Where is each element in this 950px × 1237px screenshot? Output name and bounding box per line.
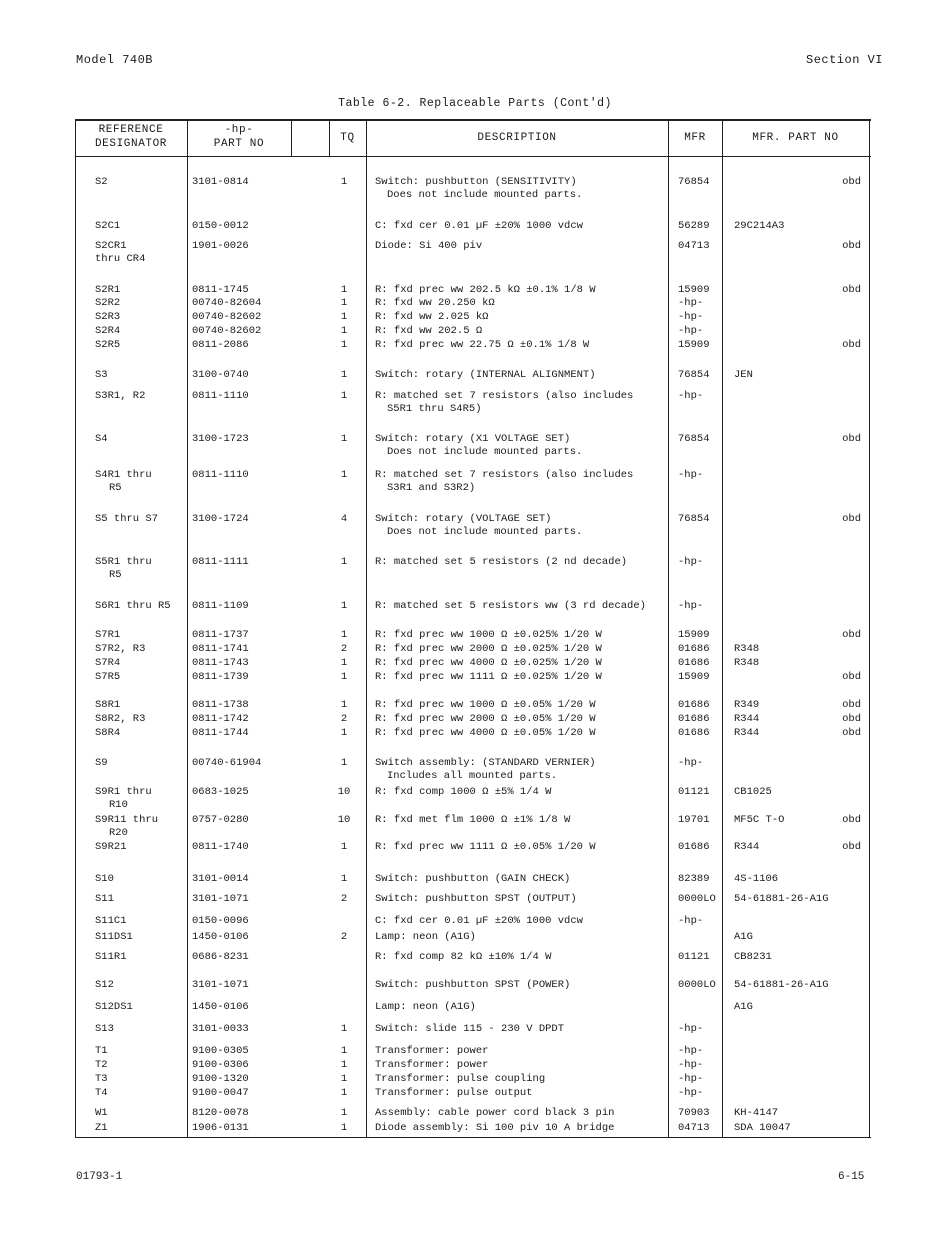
cell-ref: S4R1 thru — [95, 469, 152, 481]
cell-ref: S11DS1 — [95, 931, 133, 943]
cell-description: R: fxd prec ww 202.5 kΩ ±0.1% 1/8 W — [375, 284, 596, 296]
cell-tq: 2 — [340, 893, 348, 905]
cell-description: Switch: rotary (VOLTAGE SET) — [375, 513, 552, 525]
cell-mfr: 15909 — [678, 339, 710, 351]
cell-ref: S8R2, R3 — [95, 713, 146, 725]
cell-ref: S3 — [95, 369, 108, 381]
cell-part-no: 1901-0026 — [192, 240, 249, 252]
cell-ref-continued: R5 — [109, 482, 122, 494]
cell-tq: 1 — [340, 727, 348, 739]
cell-description: R: matched set 5 resistors ww (3 rd decade) — [375, 600, 646, 612]
cell-tq: 1 — [340, 390, 348, 402]
cell-part-no: 9100-0047 — [192, 1087, 249, 1099]
cell-ref: W1 — [95, 1107, 108, 1119]
cell-description-continued: Does not include mounted parts. — [387, 526, 583, 538]
cell-ref: S5R1 thru — [95, 556, 152, 568]
cell-description: Diode assembly: Si 100 piv 10 A bridge — [375, 1122, 615, 1134]
cell-part-no: 9100-1320 — [192, 1073, 249, 1085]
cell-part-no: 1450-0106 — [192, 1001, 249, 1013]
cell-tq: 1 — [340, 311, 348, 323]
cell-tq: 1 — [340, 1023, 348, 1035]
cell-part-no: 00740-82602 — [192, 311, 262, 323]
cell-part-no: 3100-1723 — [192, 433, 249, 445]
cell-part-no: 0811-1737 — [192, 629, 249, 641]
cell-mfr-part-no: CB1025 — [734, 786, 772, 798]
col-header-mfr-part-no: MFR. PART NO — [752, 132, 839, 144]
cell-ref: T2 — [95, 1059, 108, 1071]
cell-part-no: 0811-1738 — [192, 699, 249, 711]
cell-mfr-part-no: R344 — [734, 713, 760, 725]
cell-description: Transformer: pulse output — [375, 1087, 533, 1099]
cell-description-continued: S3R1 and S3R2) — [387, 482, 476, 494]
cell-description: R: fxd prec ww 1000 Ω ±0.05% 1/20 W — [375, 699, 596, 711]
cell-part-no: 0811-1741 — [192, 643, 249, 655]
cell-mfr-part-no: A1G — [734, 931, 753, 943]
cell-mfr-part-no: R348 — [734, 643, 760, 655]
col-header-reference — [75, 123, 187, 151]
cell-part-no: 0811-1744 — [192, 727, 249, 739]
cell-description: Lamp: neon (A1G) — [375, 1001, 476, 1013]
cell-obd-note: obd — [842, 284, 861, 296]
cell-description: Switch: pushbutton (GAIN CHECK) — [375, 873, 571, 885]
cell-tq: 1 — [340, 1045, 348, 1057]
cell-mfr-part-no: KH-4147 — [734, 1107, 779, 1119]
cell-ref: S8R4 — [95, 727, 121, 739]
cell-mfr: -hp- — [678, 1087, 704, 1099]
cell-tq: 1 — [340, 629, 348, 641]
cell-mfr: 0000LO — [678, 979, 716, 991]
cell-obd-note: obd — [842, 240, 861, 252]
cell-mfr: 04713 — [678, 240, 710, 252]
cell-ref: S3R1, R2 — [95, 390, 146, 402]
cell-mfr-part-no: 54-61881-26-A1G — [734, 893, 829, 905]
cell-description: R: matched set 7 resistors (also includes — [375, 469, 634, 481]
cell-mfr: 01686 — [678, 657, 710, 669]
cell-description: R: fxd met flm 1000 Ω ±1% 1/8 W — [375, 814, 571, 826]
cell-tq: 1 — [340, 469, 348, 481]
cell-part-no: 0811-1110 — [192, 390, 249, 402]
cell-ref: S2 — [95, 176, 108, 188]
cell-description: R: matched set 7 resistors (also includes — [375, 390, 634, 402]
cell-part-no: 3100-0740 — [192, 369, 249, 381]
cell-part-no: 3101-0033 — [192, 1023, 249, 1035]
column-divider-pn — [187, 119, 188, 1138]
table-bottom-border — [75, 1137, 871, 1138]
cell-description: R: fxd prec ww 4000 Ω ±0.025% 1/20 W — [375, 657, 602, 669]
cell-tq: 4 — [340, 513, 348, 525]
cell-description: R: fxd ww 20.250 kΩ — [375, 297, 495, 309]
cell-mfr-part-no: 4S-1106 — [734, 873, 779, 885]
replaceable-parts-table — [75, 119, 871, 1139]
cell-ref: S2R3 — [95, 311, 121, 323]
cell-mfr-part-no: 54-61881-26-A1G — [734, 979, 829, 991]
table-title: Table 6-2. Replaceable Parts (Cont'd) — [338, 97, 612, 110]
col-header-reference-line1: REFERENCE — [98, 124, 164, 136]
col-header-hp-line2: PART NO — [213, 138, 265, 150]
cell-ref: S9R11 thru — [95, 814, 159, 826]
cell-ref: S2C1 — [95, 220, 121, 232]
cell-ref: S2R5 — [95, 339, 121, 351]
cell-description: Switch: pushbutton SPST (POWER) — [375, 979, 571, 991]
cell-part-no: 1450-0106 — [192, 931, 249, 943]
cell-ref-continued: R20 — [109, 827, 128, 839]
cell-mfr: 15909 — [678, 671, 710, 683]
cell-ref: S7R4 — [95, 657, 121, 669]
cell-part-no: 1906-0131 — [192, 1122, 249, 1134]
cell-mfr: -hp- — [678, 1073, 704, 1085]
cell-ref: S13 — [95, 1023, 114, 1035]
cell-ref-continued: R5 — [109, 569, 122, 581]
cell-part-no: 0811-1743 — [192, 657, 249, 669]
cell-ref: S9 — [95, 757, 108, 769]
cell-ref: S7R5 — [95, 671, 121, 683]
cell-part-no: 0811-1109 — [192, 600, 249, 612]
cell-ref: Z1 — [95, 1122, 108, 1134]
cell-ref: S12 — [95, 979, 114, 991]
cell-mfr: 56289 — [678, 220, 710, 232]
cell-tq: 1 — [340, 600, 348, 612]
cell-mfr-part-no: JEN — [734, 369, 753, 381]
cell-mfr: 0000LO — [678, 893, 716, 905]
header-bottom-border — [75, 156, 871, 157]
cell-mfr-part-no: R348 — [734, 657, 760, 669]
cell-part-no: 0811-2086 — [192, 339, 249, 351]
cell-description: R: fxd prec ww 22.75 Ω ±0.1% 1/8 W — [375, 339, 590, 351]
cell-ref: S7R2, R3 — [95, 643, 146, 655]
cell-mfr: 70903 — [678, 1107, 710, 1119]
cell-part-no: 0683-1025 — [192, 786, 249, 798]
cell-ref: T3 — [95, 1073, 108, 1085]
cell-obd-note: obd — [842, 841, 861, 853]
cell-mfr: -hp- — [678, 311, 704, 323]
cell-mfr: 76854 — [678, 513, 710, 525]
cell-mfr: 01686 — [678, 713, 710, 725]
col-header-hp-line1: -hp- — [224, 124, 254, 136]
cell-mfr: 04713 — [678, 1122, 710, 1134]
cell-mfr: -hp- — [678, 469, 704, 481]
cell-tq: 2 — [340, 643, 348, 655]
footer-page-number: 6-15 — [838, 1171, 865, 1183]
cell-mfr: 76854 — [678, 176, 710, 188]
cell-mfr-part-no: R349 — [734, 699, 760, 711]
cell-part-no: 3101-1071 — [192, 979, 249, 991]
cell-description: R: fxd ww 202.5 Ω — [375, 325, 483, 337]
cell-part-no: 8120-0078 — [192, 1107, 249, 1119]
cell-mfr: -hp- — [678, 1023, 704, 1035]
footer-doc-number: 01793-1 — [76, 1171, 123, 1183]
cell-part-no: 0811-1110 — [192, 469, 249, 481]
col-header-reference-line2: DESIGNATOR — [94, 138, 167, 150]
cell-description-continued: Does not include mounted parts. — [387, 189, 583, 201]
cell-ref-continued: thru CR4 — [95, 253, 146, 265]
cell-tq: 1 — [340, 433, 348, 445]
cell-tq: 10 — [337, 814, 351, 826]
cell-mfr: -hp- — [678, 600, 704, 612]
cell-description-continued: S5R1 thru S4R5) — [387, 403, 482, 415]
col-header-description: DESCRIPTION — [477, 132, 557, 144]
cell-tq: 1 — [340, 369, 348, 381]
cell-obd-note: obd — [842, 339, 861, 351]
cell-tq: 1 — [340, 556, 348, 568]
cell-mfr-part-no: A1G — [734, 1001, 753, 1013]
cell-ref: S5 thru S7 — [95, 513, 159, 525]
cell-tq: 1 — [340, 1073, 348, 1085]
column-divider-blank — [291, 119, 292, 156]
cell-description: R: fxd prec ww 1000 Ω ±0.025% 1/20 W — [375, 629, 602, 641]
cell-part-no: 0811-1739 — [192, 671, 249, 683]
cell-description: Switch assembly: (STANDARD VERNIER) — [375, 757, 596, 769]
cell-part-no: 9100-0306 — [192, 1059, 249, 1071]
cell-part-no: 3101-1071 — [192, 893, 249, 905]
cell-tq: 10 — [337, 786, 351, 798]
cell-tq: 1 — [340, 671, 348, 683]
cell-part-no: 0811-1742 — [192, 713, 249, 725]
cell-ref: T4 — [95, 1087, 108, 1099]
cell-mfr: 01121 — [678, 951, 710, 963]
cell-part-no: 0150-0012 — [192, 220, 249, 232]
cell-obd-note: obd — [842, 513, 861, 525]
table-top-border — [75, 119, 871, 121]
cell-description: R: fxd prec ww 1111 Ω ±0.05% 1/20 W — [375, 841, 596, 853]
cell-mfr: -hp- — [678, 915, 704, 927]
cell-mfr: -hp- — [678, 556, 704, 568]
cell-tq: 1 — [340, 339, 348, 351]
cell-ref: S11 — [95, 893, 114, 905]
cell-part-no: 00740-61904 — [192, 757, 262, 769]
cell-mfr: 82389 — [678, 873, 710, 885]
cell-part-no: 0757-0280 — [192, 814, 249, 826]
cell-ref: S7R1 — [95, 629, 121, 641]
cell-ref-continued: R10 — [109, 799, 128, 811]
cell-mfr-part-no: R344 — [734, 727, 760, 739]
cell-part-no: 0686-8231 — [192, 951, 249, 963]
cell-tq: 2 — [340, 931, 348, 943]
cell-ref: S4 — [95, 433, 108, 445]
cell-tq: 1 — [340, 284, 348, 296]
cell-tq: 1 — [340, 699, 348, 711]
cell-part-no: 3101-0814 — [192, 176, 249, 188]
cell-tq: 1 — [340, 325, 348, 337]
cell-mfr: -hp- — [678, 1059, 704, 1071]
col-header-hp-part-no — [187, 123, 291, 151]
cell-description: R: fxd ww 2.025 kΩ — [375, 311, 489, 323]
cell-mfr-part-no: CB8231 — [734, 951, 772, 963]
cell-ref: S12DS1 — [95, 1001, 133, 1013]
cell-tq: 1 — [340, 841, 348, 853]
cell-part-no: 3100-1724 — [192, 513, 249, 525]
cell-part-no: 3101-0014 — [192, 873, 249, 885]
cell-mfr: 15909 — [678, 629, 710, 641]
cell-description: Switch: rotary (X1 VOLTAGE SET) — [375, 433, 571, 445]
cell-description: R: matched set 5 resistors (2 nd decade) — [375, 556, 628, 568]
cell-part-no: 9100-0305 — [192, 1045, 249, 1057]
cell-mfr: -hp- — [678, 757, 704, 769]
cell-mfr: 15909 — [678, 284, 710, 296]
column-divider-desc — [668, 119, 669, 1138]
cell-mfr: -hp- — [678, 297, 704, 309]
cell-description: C: fxd cer 0.01 µF ±20% 1000 vdcw — [375, 220, 583, 232]
cell-description: R: fxd comp 1000 Ω ±5% 1/4 W — [375, 786, 552, 798]
cell-tq: 1 — [340, 1087, 348, 1099]
cell-tq: 2 — [340, 713, 348, 725]
cell-tq: 1 — [340, 1107, 348, 1119]
page-header-model: Model 740B — [76, 53, 154, 67]
cell-obd-note: obd — [842, 727, 861, 739]
cell-mfr: -hp- — [678, 1045, 704, 1057]
cell-ref: S2R1 — [95, 284, 121, 296]
cell-ref: S2CR1 — [95, 240, 127, 252]
cell-description-continued: Does not include mounted parts. — [387, 446, 583, 458]
cell-description: R: fxd prec ww 2000 Ω ±0.05% 1/20 W — [375, 713, 596, 725]
cell-obd-note: obd — [842, 713, 861, 725]
cell-description: C: fxd cer 0.01 µF ±20% 1000 vdcw — [375, 915, 583, 927]
cell-mfr: -hp- — [678, 390, 704, 402]
cell-description: R: fxd prec ww 4000 Ω ±0.05% 1/20 W — [375, 727, 596, 739]
cell-description: Switch: pushbutton SPST (OUTPUT) — [375, 893, 577, 905]
cell-obd-note: obd — [842, 699, 861, 711]
cell-description: R: fxd comp 82 kΩ ±10% 1/4 W — [375, 951, 552, 963]
page-header-section: Section VI — [806, 53, 884, 67]
cell-tq: 1 — [340, 1122, 348, 1134]
cell-ref: T1 — [95, 1045, 108, 1057]
cell-ref: S10 — [95, 873, 114, 885]
cell-part-no: 00740-82604 — [192, 297, 262, 309]
col-header-tq: TQ — [340, 132, 355, 144]
cell-ref: S11C1 — [95, 915, 127, 927]
cell-tq: 1 — [340, 873, 348, 885]
cell-mfr: 19701 — [678, 814, 710, 826]
cell-description: Transformer: pulse coupling — [375, 1073, 546, 1085]
cell-description: Switch: pushbutton (SENSITIVITY) — [375, 176, 577, 188]
cell-mfr-part-no: 29C214A3 — [734, 220, 785, 232]
cell-description: Lamp: neon (A1G) — [375, 931, 476, 943]
cell-obd-note: obd — [842, 433, 861, 445]
cell-description: Diode: Si 400 piv — [375, 240, 483, 252]
cell-part-no: 00740-82602 — [192, 325, 262, 337]
cell-description: R: fxd prec ww 1111 Ω ±0.025% 1/20 W — [375, 671, 602, 683]
cell-description: Assembly: cable power cord black 3 pin — [375, 1107, 615, 1119]
cell-mfr: 01686 — [678, 643, 710, 655]
cell-obd-note: obd — [842, 176, 861, 188]
cell-description: Transformer: power — [375, 1059, 489, 1071]
cell-mfr: 01121 — [678, 786, 710, 798]
cell-tq: 1 — [340, 297, 348, 309]
cell-tq: 1 — [340, 657, 348, 669]
cell-obd-note: obd — [842, 671, 861, 683]
cell-mfr: 76854 — [678, 369, 710, 381]
cell-mfr-part-no: MF5C T-O — [734, 814, 785, 826]
cell-mfr: 01686 — [678, 727, 710, 739]
cell-part-no: 0811-1740 — [192, 841, 249, 853]
cell-obd-note: obd — [842, 814, 861, 826]
cell-description: Switch: rotary (INTERNAL ALIGNMENT) — [375, 369, 596, 381]
cell-description: Transformer: power — [375, 1045, 489, 1057]
cell-tq: 1 — [340, 1059, 348, 1071]
cell-ref: S9R1 thru — [95, 786, 152, 798]
cell-mfr: 01686 — [678, 699, 710, 711]
cell-part-no: 0150-0096 — [192, 915, 249, 927]
cell-part-no: 0811-1111 — [192, 556, 249, 568]
cell-mfr-part-no: SDA 10047 — [734, 1122, 791, 1134]
col-header-mfr: MFR — [684, 132, 706, 144]
cell-description: Switch: slide 115 - 230 V DPDT — [375, 1023, 565, 1035]
table-right-border — [869, 119, 870, 1138]
cell-ref: S2R2 — [95, 297, 121, 309]
column-divider-mfr — [722, 119, 723, 1138]
cell-ref: S9R21 — [95, 841, 127, 853]
cell-ref: S2R4 — [95, 325, 121, 337]
cell-ref: S6R1 thru R5 — [95, 600, 171, 612]
cell-description: R: fxd prec ww 2000 Ω ±0.025% 1/20 W — [375, 643, 602, 655]
cell-obd-note: obd — [842, 629, 861, 641]
cell-mfr: -hp- — [678, 325, 704, 337]
cell-description-continued: Includes all mounted parts. — [387, 770, 558, 782]
cell-mfr: 01686 — [678, 841, 710, 853]
cell-tq: 1 — [340, 757, 348, 769]
cell-ref: S8R1 — [95, 699, 121, 711]
cell-mfr: 76854 — [678, 433, 710, 445]
column-divider-tq — [366, 119, 367, 1138]
cell-ref: S11R1 — [95, 951, 127, 963]
column-divider-ref — [75, 119, 76, 1138]
cell-part-no: 0811-1745 — [192, 284, 249, 296]
cell-tq: 1 — [340, 176, 348, 188]
cell-mfr-part-no: R344 — [734, 841, 760, 853]
